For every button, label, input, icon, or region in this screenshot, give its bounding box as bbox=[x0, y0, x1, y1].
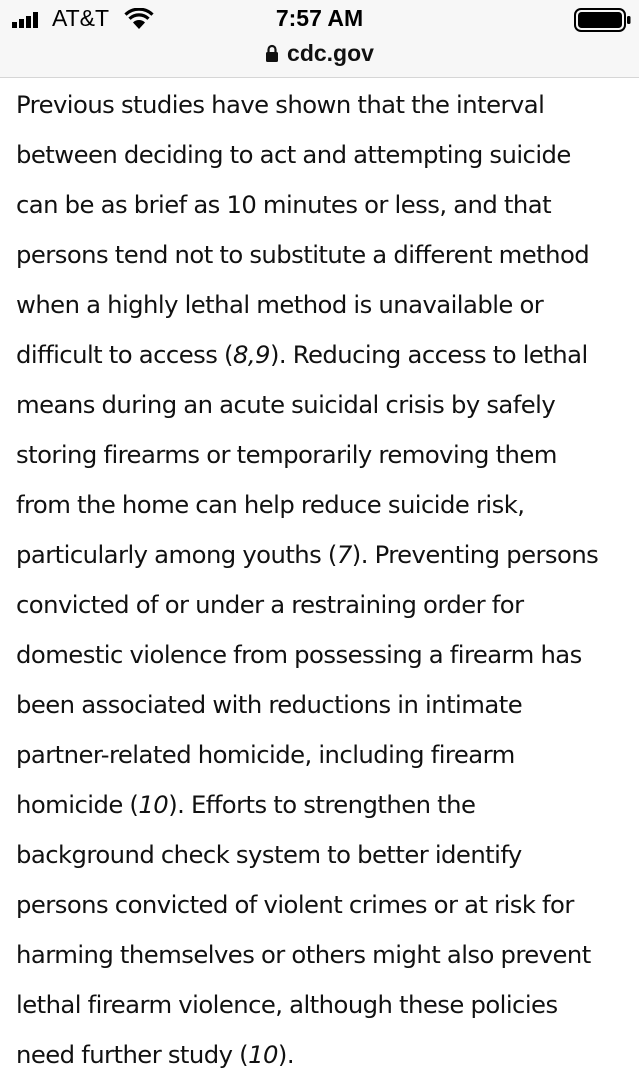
text-line bbox=[16, 880, 624, 930]
text-line bbox=[16, 230, 624, 280]
carrier-name: AT&T bbox=[52, 5, 110, 31]
article-body bbox=[16, 80, 624, 1080]
text-segment: need further study ( bbox=[16, 1040, 249, 1069]
text-line bbox=[16, 80, 624, 130]
article-paragraph bbox=[16, 80, 624, 1080]
text-segment: background check system to better identify bbox=[16, 840, 522, 869]
text-line bbox=[16, 680, 624, 730]
text-segment: ). Preventing persons bbox=[351, 540, 599, 569]
text-segment: homicide ( bbox=[16, 790, 139, 819]
text-line bbox=[16, 830, 624, 880]
text-segment: lethal firearm violence, although these policies bbox=[16, 990, 558, 1019]
text-segment: harming themselves or others might also prevent bbox=[16, 940, 591, 969]
text-segment: domestic violence from possessing a firearm has bbox=[16, 640, 582, 669]
text-line bbox=[16, 280, 624, 330]
text-segment: storing firearms or temporarily removing them bbox=[16, 440, 557, 469]
text-segment: particularly among youths ( bbox=[16, 540, 337, 569]
text-segment: difficult to access ( bbox=[16, 340, 233, 369]
text-segment: Previous studies have shown that the interval bbox=[16, 90, 545, 119]
text-line bbox=[16, 380, 624, 430]
text-line bbox=[16, 980, 624, 1030]
battery-icon bbox=[574, 8, 632, 32]
status-bar bbox=[0, 0, 639, 78]
text-segment: ). Reducing access to lethal bbox=[269, 340, 588, 369]
address-bar[interactable] bbox=[0, 40, 639, 67]
text-segment: ). Efforts to strengthen the bbox=[168, 790, 476, 819]
citation-link[interactable]: 10 bbox=[248, 1040, 278, 1069]
text-line bbox=[16, 480, 624, 530]
text-line bbox=[16, 430, 624, 480]
citation-link[interactable]: 8,9 bbox=[232, 340, 270, 369]
text-line bbox=[16, 1030, 624, 1080]
clock-time: 7:57 AM bbox=[275, 5, 364, 31]
text-segment: persons convicted of violent crimes or at risk for bbox=[16, 890, 574, 919]
text-segment: between deciding to act and attempting suicide bbox=[16, 140, 571, 169]
citation-link[interactable]: 10 bbox=[138, 790, 169, 819]
text-line bbox=[16, 580, 624, 630]
text-line bbox=[16, 780, 624, 830]
text-line bbox=[16, 630, 624, 680]
text-segment: ). bbox=[277, 1040, 294, 1069]
text-line bbox=[16, 330, 624, 380]
text-segment: partner-related homicide, including firearm bbox=[16, 740, 515, 769]
text-line bbox=[16, 180, 624, 230]
url-text: cdc.gov bbox=[287, 40, 374, 66]
text-segment: can be as brief as 10 minutes or less, and that bbox=[16, 190, 552, 219]
text-segment: persons tend not to substitute a different method bbox=[16, 240, 590, 269]
text-line bbox=[16, 530, 624, 580]
text-segment: been associated with reductions in intimate bbox=[16, 690, 523, 719]
citation-link[interactable]: 7 bbox=[336, 540, 352, 569]
text-line bbox=[16, 130, 624, 180]
text-segment: means during an acute suicidal crisis by safely bbox=[16, 390, 556, 419]
text-segment: from the home can help reduce suicide risk, bbox=[16, 490, 525, 519]
text-line bbox=[16, 930, 624, 980]
lock-icon bbox=[265, 44, 279, 62]
text-line bbox=[16, 730, 624, 780]
text-segment: when a highly lethal method is unavailable or bbox=[16, 290, 544, 319]
text-segment: convicted of or under a restraining order for bbox=[16, 590, 524, 619]
